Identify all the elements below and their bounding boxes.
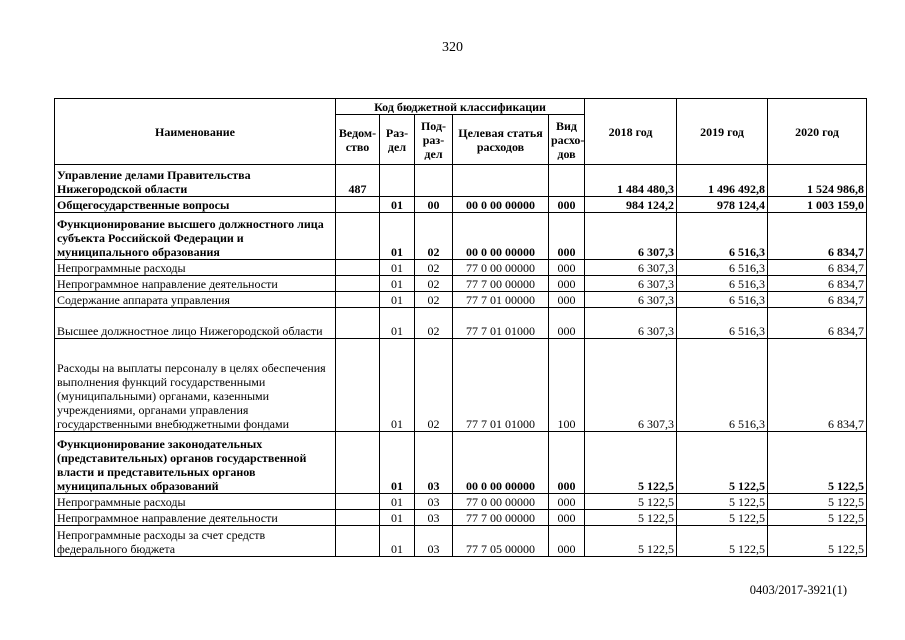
row-razdel: 01 <box>380 308 415 339</box>
row-2020: 6 834,7 <box>768 213 867 260</box>
row-vid: 100 <box>549 339 585 432</box>
row-2019: 1 496 492,8 <box>677 165 768 197</box>
row-vedomstvo <box>336 197 380 213</box>
row-podrazdel: 03 <box>415 526 453 557</box>
row-2018: 5 122,5 <box>585 526 677 557</box>
row-vedomstvo <box>336 308 380 339</box>
row-2018: 6 307,3 <box>585 213 677 260</box>
row-2018: 984 124,2 <box>585 197 677 213</box>
row-2018: 6 307,3 <box>585 308 677 339</box>
row-2018: 6 307,3 <box>585 260 677 276</box>
table-row <box>55 165 867 197</box>
row-vedomstvo <box>336 339 380 432</box>
table-row <box>55 308 867 339</box>
row-2019: 6 516,3 <box>677 308 768 339</box>
row-tselevaya: 00 0 00 00000 <box>453 432 549 494</box>
row-name: Функционирование высшего должностного лица субъекта Российской Федерации и муниципального образования <box>55 213 336 260</box>
row-2020: 5 122,5 <box>768 494 867 510</box>
row-vid: 000 <box>549 276 585 292</box>
row-2019: 5 122,5 <box>677 494 768 510</box>
header-2020: 2020 год <box>768 99 867 165</box>
row-razdel: 01 <box>380 292 415 308</box>
row-2018: 5 122,5 <box>585 510 677 526</box>
row-2019: 5 122,5 <box>677 526 768 557</box>
row-2018: 5 122,5 <box>585 432 677 494</box>
table-row <box>55 510 867 526</box>
row-name: Непрограммные расходы <box>55 260 336 276</box>
row-podrazdel: 02 <box>415 260 453 276</box>
row-vid: 000 <box>549 526 585 557</box>
row-2018: 6 307,3 <box>585 339 677 432</box>
row-2019: 978 124,4 <box>677 197 768 213</box>
row-tselevaya: 77 7 01 00000 <box>453 292 549 308</box>
row-vid: 000 <box>549 213 585 260</box>
row-name: Управление делами Правительства Нижегородской области <box>55 165 336 197</box>
row-2019: 6 516,3 <box>677 292 768 308</box>
row-tselevaya: 77 7 05 00000 <box>453 526 549 557</box>
header-razdel: Раз-дел <box>380 115 415 165</box>
row-2020: 6 834,7 <box>768 308 867 339</box>
row-podrazdel: 02 <box>415 276 453 292</box>
row-razdel <box>380 165 415 197</box>
row-podrazdel: 03 <box>415 494 453 510</box>
row-podrazdel: 03 <box>415 510 453 526</box>
row-tselevaya: 77 0 00 00000 <box>453 494 549 510</box>
row-razdel: 01 <box>380 510 415 526</box>
row-podrazdel: 02 <box>415 308 453 339</box>
budget-table <box>54 98 867 557</box>
table-row <box>55 292 867 308</box>
header-tselevaya: Целевая статья расходов <box>453 115 549 165</box>
row-vedomstvo <box>336 510 380 526</box>
row-tselevaya: 77 7 00 00000 <box>453 276 549 292</box>
row-podrazdel: 02 <box>415 213 453 260</box>
document-code: 0403/2017-3921(1) <box>749 583 847 597</box>
row-razdel: 01 <box>380 276 415 292</box>
row-name: Функционирование законодательных (представительных) органов государственной власти и представительных органов муниципальных образований <box>55 432 336 494</box>
row-podrazdel: 00 <box>415 197 453 213</box>
row-tselevaya: 77 7 00 00000 <box>453 510 549 526</box>
row-vid: 000 <box>549 308 585 339</box>
row-razdel: 01 <box>380 260 415 276</box>
row-tselevaya: 77 7 01 01000 <box>453 339 549 432</box>
row-razdel: 01 <box>380 432 415 494</box>
row-vedomstvo: 487 <box>336 165 380 197</box>
row-razdel: 01 <box>380 339 415 432</box>
row-vid: 000 <box>549 510 585 526</box>
row-2020: 6 834,7 <box>768 276 867 292</box>
row-podrazdel: 02 <box>415 292 453 308</box>
row-vid: 000 <box>549 260 585 276</box>
row-2019: 5 122,5 <box>677 510 768 526</box>
row-tselevaya: 77 7 01 01000 <box>453 308 549 339</box>
row-name: Общегосударственные вопросы <box>55 197 336 213</box>
table-row <box>55 213 867 260</box>
header-vid: Вид расхо-дов <box>549 115 585 165</box>
table-row <box>55 197 867 213</box>
row-2018: 5 122,5 <box>585 494 677 510</box>
row-vid: 000 <box>549 292 585 308</box>
row-name: Непрограммные расходы за счет средств федерального бюджета <box>55 526 336 557</box>
row-razdel: 01 <box>380 526 415 557</box>
row-2019: 6 516,3 <box>677 260 768 276</box>
table-row <box>55 494 867 510</box>
row-vedomstvo <box>336 276 380 292</box>
row-2020: 1 003 159,0 <box>768 197 867 213</box>
page-number: 320 <box>442 40 463 55</box>
row-vedomstvo <box>336 213 380 260</box>
row-tselevaya: 77 0 00 00000 <box>453 260 549 276</box>
header-vedomstvo: Ведом-ство <box>336 115 380 165</box>
row-2018: 6 307,3 <box>585 276 677 292</box>
table-row <box>55 276 867 292</box>
row-2019: 6 516,3 <box>677 339 768 432</box>
row-2018: 1 484 480,3 <box>585 165 677 197</box>
header-name: Наименование <box>55 99 336 165</box>
row-vedomstvo <box>336 494 380 510</box>
row-2020: 1 524 986,8 <box>768 165 867 197</box>
table-body <box>55 165 867 557</box>
row-2019: 6 516,3 <box>677 213 768 260</box>
row-2018: 6 307,3 <box>585 292 677 308</box>
row-2020: 6 834,7 <box>768 260 867 276</box>
row-vid <box>549 165 585 197</box>
row-razdel: 01 <box>380 213 415 260</box>
header-2018: 2018 год <box>585 99 677 165</box>
row-name: Расходы на выплаты персоналу в целях обеспечения выполнения функций государственными (муниципальными) органами, казенными учреждениями, органами управления государственными внебюджетными фондами <box>55 339 336 432</box>
row-razdel: 01 <box>380 197 415 213</box>
row-name: Непрограммное направление деятельности <box>55 276 336 292</box>
row-vedomstvo <box>336 526 380 557</box>
row-vid: 000 <box>549 197 585 213</box>
table-row <box>55 260 867 276</box>
row-2020: 5 122,5 <box>768 526 867 557</box>
row-name: Непрограммные расходы <box>55 494 336 510</box>
row-tselevaya: 00 0 00 00000 <box>453 197 549 213</box>
row-tselevaya: 00 0 00 00000 <box>453 213 549 260</box>
row-podrazdel: 02 <box>415 339 453 432</box>
row-podrazdel <box>415 165 453 197</box>
row-vedomstvo <box>336 260 380 276</box>
row-vid: 000 <box>549 432 585 494</box>
row-2020: 5 122,5 <box>768 510 867 526</box>
row-razdel: 01 <box>380 494 415 510</box>
row-name: Непрограммное направление деятельности <box>55 510 336 526</box>
row-tselevaya <box>453 165 549 197</box>
row-vedomstvo <box>336 292 380 308</box>
row-2019: 5 122,5 <box>677 432 768 494</box>
row-2020: 6 834,7 <box>768 292 867 308</box>
row-2020: 6 834,7 <box>768 339 867 432</box>
row-name: Содержание аппарата управления <box>55 292 336 308</box>
row-2019: 6 516,3 <box>677 276 768 292</box>
table-row <box>55 432 867 494</box>
header-2019: 2019 год <box>677 99 768 165</box>
row-name: Высшее должностное лицо Нижегородской области <box>55 308 336 339</box>
header-code-group: Код бюджетной классификации <box>336 99 585 115</box>
row-2020: 5 122,5 <box>768 432 867 494</box>
row-vedomstvo <box>336 432 380 494</box>
table-row <box>55 339 867 432</box>
row-vid: 000 <box>549 494 585 510</box>
table-row <box>55 526 867 557</box>
row-podrazdel: 03 <box>415 432 453 494</box>
header-podrazdel: Под-раз-дел <box>415 115 453 165</box>
